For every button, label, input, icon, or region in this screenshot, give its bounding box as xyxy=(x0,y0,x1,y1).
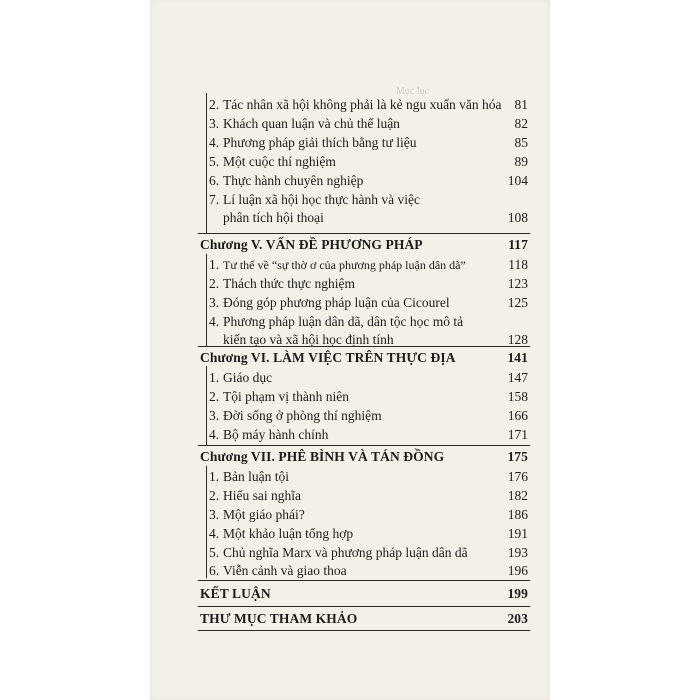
toc-entry[interactable] xyxy=(209,114,528,134)
entry-page: 89 xyxy=(514,154,528,169)
toc-entry[interactable] xyxy=(209,293,528,313)
entry-title: Một giáo phái? xyxy=(223,507,305,522)
entry-title: Thực hành chuyên nghiệp xyxy=(223,173,364,188)
toc-entry[interactable] xyxy=(209,133,528,153)
entry-page: 125 xyxy=(507,295,528,310)
section-border xyxy=(206,254,207,346)
entry-number: 4. xyxy=(209,135,220,150)
entry-title: Phương pháp luận dân dã, dân tộc học mô tả xyxy=(223,314,464,329)
toc-entry[interactable] xyxy=(209,171,528,191)
entry-title: Lí luận xã hội học thực hành và việc xyxy=(223,192,421,207)
chapter-title: Chương V. VẤN ĐỀ PHƯƠNG PHÁP xyxy=(200,237,423,252)
entry-title: Viễn cảnh và giao thoa xyxy=(223,563,347,578)
entry-title: Tác nhân xã hội không phải là kẻ ngu xuẩn văn hóa xyxy=(223,97,502,112)
entry-page: 108 xyxy=(507,210,528,225)
toc-entry[interactable] xyxy=(209,505,528,525)
entry-title: Bộ máy hành chính xyxy=(223,427,329,442)
entry-number: 2. xyxy=(209,389,220,404)
entry-page: 182 xyxy=(507,488,528,503)
chapter-heading[interactable] xyxy=(200,447,528,467)
chapter-page: 141 xyxy=(507,350,528,365)
chapter-divider xyxy=(198,346,530,347)
toc-entry[interactable] xyxy=(209,312,528,332)
entry-number: 7. xyxy=(209,192,220,207)
entry-page: 147 xyxy=(507,370,528,385)
entry-page: 166 xyxy=(507,408,528,423)
entry-title-continuation: phân tích hội thoại xyxy=(223,210,324,225)
entry-number: 4. xyxy=(209,314,220,329)
entry-page: 171 xyxy=(507,427,528,442)
chapter-divider xyxy=(198,233,530,234)
entry-page: 118 xyxy=(508,257,528,272)
chapter-divider xyxy=(198,630,530,631)
entry-number: 6. xyxy=(209,173,220,188)
bleed-through-header: Mục lục xyxy=(396,86,430,97)
chapter-divider xyxy=(198,580,530,581)
closing-page: 199 xyxy=(507,586,528,601)
chapter-title: Chương VII. PHÊ BÌNH VÀ TÁN ĐỒNG xyxy=(200,449,445,464)
toc-entry[interactable] xyxy=(209,561,528,581)
entry-page: 82 xyxy=(514,116,528,131)
toc-entry[interactable] xyxy=(209,274,528,294)
toc-entry[interactable] xyxy=(209,524,528,544)
toc-entry[interactable] xyxy=(209,255,528,275)
toc-entry[interactable] xyxy=(209,368,528,388)
closing-heading-bibliography[interactable] xyxy=(200,609,528,629)
chapter-title: Chương VI. LÀM VIỆC TRÊN THỰC ĐỊA xyxy=(200,350,456,365)
entry-title: Một khảo luận tổng hợp xyxy=(223,526,354,541)
entry-number: 2. xyxy=(209,488,220,503)
chapter-divider xyxy=(198,445,530,446)
chapter-heading[interactable] xyxy=(200,348,528,368)
chapter-heading[interactable] xyxy=(200,235,528,255)
entry-number: 1. xyxy=(209,257,220,272)
toc-entry-continuation[interactable] xyxy=(223,208,528,228)
toc-entry[interactable] xyxy=(209,425,528,445)
section-border xyxy=(206,466,207,578)
entry-number: 5. xyxy=(209,545,220,560)
entry-number: 5. xyxy=(209,154,220,169)
entry-page: 104 xyxy=(507,173,528,188)
entry-number: 4. xyxy=(209,427,220,442)
toc-entry[interactable] xyxy=(209,486,528,506)
entry-page: 123 xyxy=(507,276,528,291)
toc-entry[interactable] xyxy=(209,387,528,407)
toc-entry[interactable] xyxy=(209,467,528,487)
entry-title: Bản luận tội xyxy=(223,469,289,484)
section-border xyxy=(206,366,207,445)
entry-number: 2. xyxy=(209,97,220,112)
closing-page: 203 xyxy=(507,611,528,626)
entry-title: Một cuộc thí nghiệm xyxy=(223,154,336,169)
entry-title-continuation: kiến tạo và xã hội học định tính xyxy=(223,332,394,347)
entry-title: Phương pháp giải thích bằng tư liệu xyxy=(223,135,417,150)
entry-page: 196 xyxy=(507,563,528,578)
chapter-page: 117 xyxy=(508,237,528,252)
entry-number: 3. xyxy=(209,408,220,423)
entry-page: 85 xyxy=(514,135,528,150)
entry-number: 3. xyxy=(209,295,220,310)
closing-heading-conclusion[interactable] xyxy=(200,584,528,604)
toc-entry[interactable] xyxy=(209,406,528,426)
entry-title: Khách quan luận và chủ thể luận xyxy=(223,116,400,131)
toc-entry[interactable] xyxy=(209,190,528,210)
entry-title: Đời sống ở phòng thí nghiệm xyxy=(223,408,382,423)
entry-number: 4. xyxy=(209,526,220,541)
entry-title: Đóng góp phương pháp luận của Cicourel xyxy=(223,295,450,310)
entry-number: 3. xyxy=(209,116,220,131)
entry-page: 81 xyxy=(514,97,528,112)
toc-entry-continuation[interactable] xyxy=(223,330,528,350)
entry-page: 193 xyxy=(507,545,528,560)
entry-page: 158 xyxy=(507,389,528,404)
entry-number: 1. xyxy=(209,469,220,484)
entry-page: 186 xyxy=(507,507,528,522)
entry-page: 191 xyxy=(507,526,528,541)
entry-page: 128 xyxy=(507,332,528,347)
entry-title: Tội phạm vị thành niên xyxy=(223,389,349,404)
closing-title: KẾT LUẬN xyxy=(200,586,271,601)
entry-number: 2. xyxy=(209,276,220,291)
entry-number: 1. xyxy=(209,370,220,385)
entry-number: 3. xyxy=(209,507,220,522)
entry-title: Giáo dục xyxy=(223,370,273,385)
entry-page: 176 xyxy=(507,469,528,484)
toc-entry[interactable] xyxy=(209,152,528,172)
chapter-divider xyxy=(198,606,530,607)
section-border xyxy=(206,93,207,233)
chapter-page: 175 xyxy=(507,449,528,464)
toc-entry[interactable] xyxy=(209,95,528,115)
entry-title: Thách thức thực nghiệm xyxy=(223,276,355,291)
entry-title: Hiểu sai nghĩa xyxy=(223,488,301,503)
entry-title: Tư thế về “sự thờ ơ của phương pháp luận dân dã” xyxy=(223,258,466,272)
entry-title: Chủ nghĩa Marx và phương pháp luận dân dã xyxy=(223,545,468,560)
toc-entry[interactable] xyxy=(209,543,528,563)
entry-number: 6. xyxy=(209,563,220,578)
closing-title: THƯ MỤC THAM KHẢO xyxy=(200,611,358,626)
